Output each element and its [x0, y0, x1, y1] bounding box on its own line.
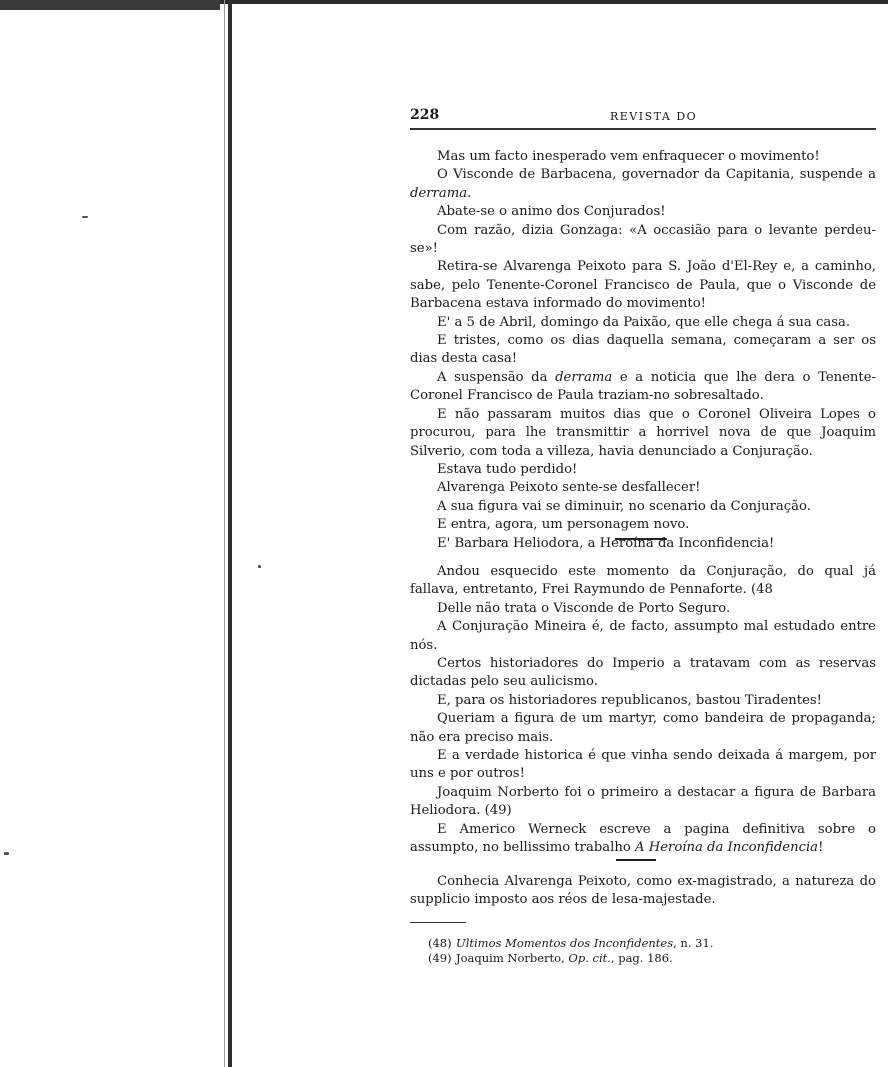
paragraph: Joaquim Norberto foi o primeiro a destacar a figura de Barbara Heliodora. (49): [410, 784, 876, 819]
paragraph: Conhecia Alvarenga Peixoto, como ex-magistrado, a natureza do supplicio imposto aos réos de lesa-majestade.: [410, 874, 876, 908]
section-divider: [616, 859, 656, 861]
paragraph: E não passaram muitos dias que o Coronel Oliveira Lopes o procurou, para lhe transmittir a horrivel nova de que Joaquim Silverio, com toda a villeza, havia denunciado a Conjuração.: [410, 406, 876, 459]
paragraph: O Visconde de Barbacena, governador da Capitania, suspende a derrama.: [410, 167, 876, 201]
footnote-work: Op. cit.: [568, 951, 611, 965]
paragraph: E a verdade historica é que vinha sendo deixada á margem, por uns e por outros!: [410, 748, 876, 782]
italic-title: A Heroína da Inconfidencia: [635, 840, 819, 856]
section-divider: [615, 538, 667, 540]
scan-speck: [258, 565, 261, 568]
footnote-rule: [410, 922, 466, 923]
paragraph: E' a 5 de Abril, domingo da Paixão, que elle chega á sua casa.: [437, 314, 851, 330]
footnote-number: (49): [428, 951, 452, 965]
binding-gutter: [228, 0, 232, 1067]
paragraph: Andou esquecido este momento da Conjuração, do qual já fallava, entretanto, Frei Raymundo de Pennaforte. (48: [410, 564, 876, 598]
paragraph: Mas um facto inesperado vem enfraquecer o movimento!: [437, 149, 820, 164]
italic-term: derrama: [410, 185, 468, 201]
paragraph: E entra, agora, um personagem novo.: [437, 517, 690, 533]
paragraph: Certos historiadores do Imperio a tratavam com as reservas dictadas pelo seu aulicismo.: [410, 656, 876, 690]
paragraph: E Americo Werneck escreve a pagina definitiva sobre o assumpto, no bellissimo trabalho A Heroína da Inconfidencia!: [410, 821, 876, 856]
italic-term: derrama: [555, 369, 613, 385]
running-title: REVISTA DO: [610, 110, 698, 123]
footnote-work: Ultimos Momentos dos Inconfidentes: [456, 936, 674, 950]
binding-shadow: [224, 0, 225, 1067]
text-section-1: [410, 148, 876, 553]
paragraph: A sua figura vai se diminuir, no scenario da Conjuração.: [437, 498, 811, 514]
header-rule: [410, 128, 876, 130]
footnote-49: (49) Joaquim Norberto, Op. cit., pag. 186.: [428, 951, 673, 965]
scan-speck: [82, 216, 88, 218]
paragraph: Abate-se o animo dos Conjurados!: [437, 204, 666, 220]
scan-left-shadow: [0, 0, 220, 10]
paragraph: Delle não trata o Visconde de Porto Seguro.: [437, 600, 731, 616]
paragraph: A suspensão da derrama e a noticia que lhe dera o Tenente-Coronel Francisco de Paula traziam-no sobresaltado.: [410, 369, 876, 404]
paragraph: Queriam a figura de um martyr, como bandeira de propaganda; não era preciso mais.: [410, 711, 876, 745]
paragraph: A Conjuração Mineira é, de facto, assumpto mal estudado entre nós.: [410, 619, 876, 653]
paragraph: Retira-se Alvarenga Peixoto para S. João d'El-Rey e, a caminho, sabe, pelo Tenente-Coronel Francisco de Paula, que o Visconde de Barbacena estava informado do movimento!: [410, 259, 876, 312]
text-section-2: [410, 563, 876, 858]
footnotes: [410, 936, 876, 966]
page-number: 228: [410, 107, 440, 123]
paragraph: E tristes, como os dias daquella semana, começaram a ser os dias desta casa!: [410, 333, 876, 367]
paragraph: Alvarenga Peixoto sente-se desfallecer!: [437, 480, 701, 496]
scan-speck: [4, 852, 9, 855]
paragraph: E' Barbara Heliodora, a Heroína da Inconfidencia!: [437, 535, 775, 551]
footnote-48: (48) Ultimos Momentos dos Inconfidentes, n. 31.: [428, 936, 714, 950]
page-header: [410, 107, 878, 127]
text-section-3: [410, 873, 876, 910]
paragraph: E, para os historiadores republicanos, bastou Tiradentes!: [437, 692, 822, 708]
paragraph: Estava tudo perdido!: [437, 461, 578, 477]
footnote-number: (48): [428, 936, 452, 950]
paragraph: Com razão, dizia Gonzaga: «A occasião para o levante perdeu-se»!: [410, 222, 876, 257]
